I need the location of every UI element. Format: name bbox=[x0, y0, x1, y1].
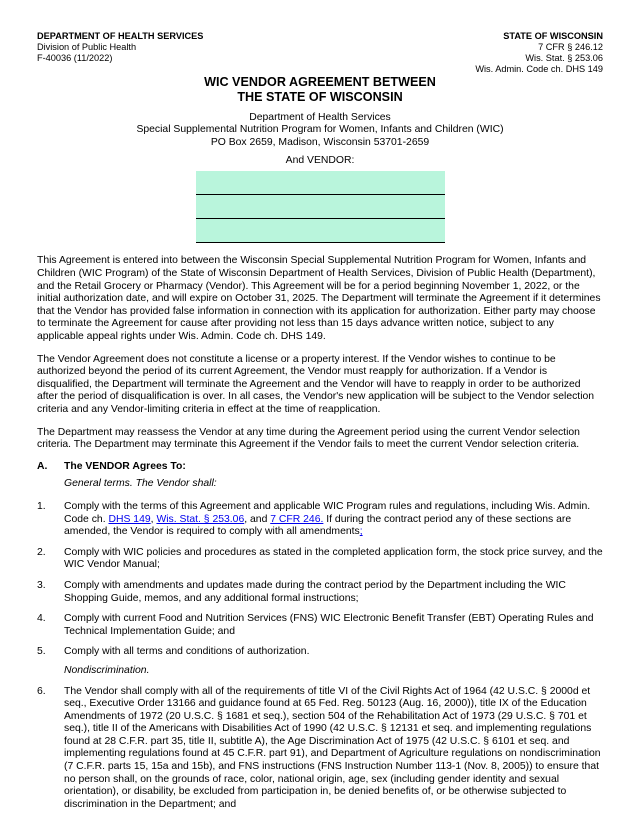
agreement-paragraph-1: This Agreement is entered into between the Wisconsin Special Supplemental Nutrition Program for Women, Infants and Children (WIC Program) of the State of Wisconsin Department of Health Services, Division of Public Health (Department), and the Retail Grocery or Pharmacy (Vendor). This Agreement will be for a period beginning November 1, 2022, or the initial authorization date, and will expire on October 31, 2025. The Department will terminate the Agreement if it determines that the Vendor has provided false information in connection with its application for authorization. Either party may choose to terminate the Agreement for cause after providing not less than 15 days advance written notice, subject to any applicable appeal rights under Wis. Admin. Code ch. DHS 149. bbox=[37, 255, 601, 343]
header-left bbox=[37, 31, 203, 64]
item-number: 3. bbox=[37, 579, 46, 591]
item-number: 1. bbox=[37, 500, 46, 512]
citation-admin-code: Wis. Admin. Code ch. DHS 149 bbox=[475, 64, 603, 74]
division-name: Division of Public Health bbox=[37, 42, 137, 52]
item-number: 2. bbox=[37, 546, 46, 558]
agreement-paragraph-3: The Department may reassess the Vendor at any time during the Agreement period using the current Vendor selection criteria. The Department may terminate this Agreement if the Vendor fails to meet the current Vendor selection criteria. bbox=[37, 426, 580, 451]
agency-name: DEPARTMENT OF HEALTH SERVICES bbox=[37, 31, 204, 41]
item-text: Comply with current Food and Nutrition Services (FNS) WIC Electronic Benefit Transfer (EBT) Operating Rules and Technical Implementation Guide; and bbox=[64, 613, 594, 637]
link-dhs-149[interactable]: DHS 149 bbox=[108, 513, 151, 525]
section-title: The VENDOR Agrees To: bbox=[64, 460, 186, 472]
list-item bbox=[37, 613, 603, 638]
department-block bbox=[37, 112, 603, 149]
link-wis-stat-253[interactable]: Wis. Stat. § 253.06 bbox=[156, 513, 245, 525]
link-7-cfr-246[interactable]: 7 CFR 246. bbox=[270, 513, 324, 525]
section-letter: A. bbox=[37, 460, 48, 472]
item-text-part: Comply with the terms of this Agreement and applicable WIC Program rules and regulations, including Wis. Admin. Code ch. bbox=[64, 500, 591, 525]
document-title bbox=[37, 75, 603, 105]
list-item bbox=[37, 580, 603, 605]
item-text: Comply with all terms and conditions of authorization. bbox=[64, 646, 310, 658]
vendor-label: And VENDOR: bbox=[285, 154, 355, 166]
item-text bbox=[64, 501, 603, 539]
item-number: 4. bbox=[37, 613, 46, 625]
item-text-part: If during the contract period any of these sections are amended, the Vendor is required to comply with all amendments bbox=[64, 513, 572, 538]
item-number: 6. bbox=[37, 685, 46, 697]
general-terms-subheading: General terms. The Vendor shall: bbox=[64, 478, 217, 490]
item-text: Comply with WIC policies and procedures as stated in the completed application form, the stock price survey, and the WIC Vendor Manual; bbox=[64, 546, 603, 571]
vendor-name-field[interactable] bbox=[196, 171, 445, 195]
citation-cfr: 7 CFR § 246.12 bbox=[538, 42, 603, 52]
list-item bbox=[37, 547, 603, 572]
item-number: 5. bbox=[37, 646, 46, 658]
item-text-separator: , and bbox=[244, 513, 271, 525]
department-address: PO Box 2659, Madison, Wisconsin 53701-2659 bbox=[210, 136, 430, 148]
vendor-fields bbox=[196, 171, 445, 243]
list-item bbox=[37, 646, 603, 659]
section-a-heading bbox=[37, 461, 603, 474]
state-name: STATE OF WISCONSIN bbox=[503, 31, 603, 41]
header-right bbox=[475, 31, 603, 75]
title-line-1: WIC VENDOR AGREEMENT BETWEEN bbox=[204, 75, 436, 89]
vendor-address-field[interactable] bbox=[196, 195, 445, 219]
list-item bbox=[37, 686, 603, 812]
document-header bbox=[37, 31, 603, 75]
title-line-2: THE STATE OF WISCONSIN bbox=[237, 90, 403, 104]
list-item bbox=[37, 501, 603, 539]
item-text: Comply with amendments and updates made during the contract period by the Department including the WIC Shopping Guide, memos, and any additional formal instructions; bbox=[64, 579, 566, 604]
vendor-city-field[interactable] bbox=[196, 219, 445, 243]
link-amendments[interactable]: ; bbox=[359, 526, 363, 538]
item-text: The Vendor shall comply with all of the requirements of title VI of the Civil Rights Act of 1964 (42 U.S.C. § 2000d et seq., Executive Order 13166 and guidance found at 65 Fed. Reg. 50123 (Aug. 16, 2000)), title IX of the Education Amendments of 1972 (20 U.S.C. § 1681 et seq.), section 504 of the Rehabilitation Act of 1973 (29 U.S.C. § 701 et seq.), title II of the Americans with Disabilities Act of 1990 (42 U.S.C. § 12131 et seq. and implementing regulations found at 28 C.F.R. part 35, title II, subtitle A), the Age Discrimination Act of 1975 (42 U.S.C. § 6101 et seq. and implementing regulations found at 45 C.F.R. part 91), and Department of Agriculture regulations on nondiscrimination (7 C.F.R. parts 15, 15a and 15b), and FNS instructions (FNS Instruction Number 113-1 (Nov. 8, 2005)) to ensure that no person shall, on the grounds of race, color, national origin, age, sex (including gender identity and sexual orientation), or disability, be excluded from participation in, be denied benefits of, or be otherwise subjected to discrimination in the Department; and bbox=[64, 685, 601, 810]
program-name: Special Supplemental Nutrition Program for Women, Infants and Children (WIC) bbox=[136, 124, 504, 136]
agreement-paragraph-2: The Vendor Agreement does not constitute a license or a property interest. If the Vendor wishes to continue to be authorized beyond the period of its current Agreement, the Vendor must reapply for authorization. If a Vendor is disqualified, the Department will terminate the Agreement and the Vendor will have to reapply in order to be authorized after the period of disqualification is over. In all cases, the Vendor's new application will be subject to the Vendor selection criteria and any Vendor-limiting criteria in effect at the time of reapplication. bbox=[37, 353, 595, 416]
nondiscrimination-subheading: Nondiscrimination. bbox=[64, 664, 150, 676]
item-text-separator: , bbox=[150, 513, 157, 525]
document-page bbox=[37, 31, 603, 811]
citation-wis-stat: Wis. Stat. § 253.06 bbox=[525, 53, 603, 63]
department-name: Department of Health Services bbox=[249, 112, 391, 123]
form-number: F-40036 (11/2022) bbox=[37, 53, 113, 63]
